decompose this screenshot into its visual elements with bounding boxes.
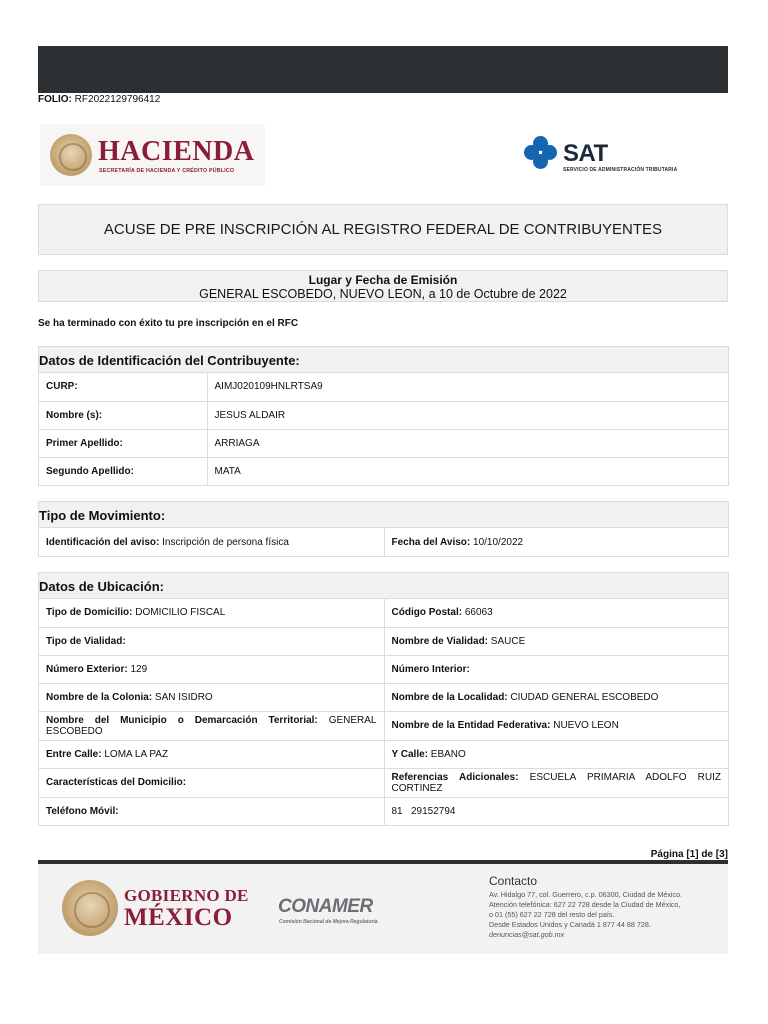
referencias-label: Referencias Adicionales: xyxy=(391,771,519,783)
hacienda-logo-title: HACIENDA xyxy=(98,136,255,167)
primer-apellido-label: Primer Apellido: xyxy=(39,429,207,457)
contact-address: Av. Hidalgo 77, col. Guerrero, c.p. 06300, Ciudad de México. xyxy=(489,890,683,899)
contact-phone-us-canada: Desde Estados Unidos y Canadá 1 877 44 88 728. xyxy=(489,920,651,929)
page-number: Página [1] de [3] xyxy=(650,849,728,860)
gobierno-seal-icon xyxy=(62,880,118,936)
numero-exterior-cell xyxy=(39,655,384,683)
gobierno-title-line2: MÉXICO xyxy=(124,904,233,931)
entidad-label: Nombre de la Entidad Federativa: xyxy=(391,720,551,731)
curp-value: AIMJ020109HNLRTSA9 xyxy=(207,373,728,401)
entidad-value: NUEVO LEON xyxy=(553,720,619,731)
localidad-label: Nombre de la Localidad: xyxy=(391,691,508,703)
sat-logo-subtitle: SERVICIO DE ADMINISTRACIÓN TRIBUTARIA xyxy=(563,167,678,173)
referencias-cell xyxy=(384,768,728,797)
primer-apellido-value: ARRIAGA xyxy=(207,429,728,457)
telefono-value: 81 29152794 xyxy=(391,805,456,817)
table-row xyxy=(39,401,728,429)
codigo-postal-cell xyxy=(384,599,728,627)
table-row xyxy=(39,655,728,683)
sat-logo xyxy=(520,130,695,180)
table-row xyxy=(39,599,728,627)
curp-label: CURP: xyxy=(46,381,78,393)
gobierno-title-line1: GOBIERNO DE xyxy=(124,886,249,905)
emission-value: GENERAL ESCOBEDO, NUEVO LEON, a 10 de Octubre de 2022 xyxy=(199,287,567,301)
table-row xyxy=(39,457,728,485)
contact-title: Contacto xyxy=(489,874,538,888)
conamer-subtitle: Comisión Nacional de Mejora Regulatoria xyxy=(279,919,378,925)
municipio-value: GENERAL ESCOBEDO xyxy=(46,714,377,737)
contact-phone-country: o 01 (55) 627 22 728 del resto del país. xyxy=(489,910,615,919)
referencias-value: ESCUELA PRIMARIA ADOLFO RUIZ CORTINEZ xyxy=(391,771,721,794)
notice-date-value: 10/10/2022 xyxy=(473,536,524,548)
contact-email[interactable]: denuncias@sat.gob.mx xyxy=(489,930,565,939)
colonia-cell xyxy=(39,683,384,711)
tipo-vialidad-label: Tipo de Vialidad: xyxy=(46,635,126,647)
folio-label: FOLIO: xyxy=(38,94,72,105)
numero-exterior-label: Número Exterior: xyxy=(46,663,128,675)
emission-heading: Lugar y Fecha de Emisión xyxy=(308,273,458,287)
contact-phone-cdmx: Atención telefónica: 627 22 728 desde la Ciudad de México, xyxy=(489,900,681,909)
hacienda-logo xyxy=(40,124,265,186)
notice-date-cell xyxy=(384,528,728,556)
identification-heading: Datos de Identificación del Contribuyente: xyxy=(39,347,728,373)
nombre-vialidad-cell xyxy=(384,627,728,655)
folio xyxy=(38,94,160,105)
top-bar xyxy=(38,46,728,93)
notice-cell xyxy=(39,528,384,556)
movement-section xyxy=(38,501,729,557)
numero-interior-cell xyxy=(384,655,728,683)
identification-section xyxy=(38,346,729,486)
location-heading: Datos de Ubicación: xyxy=(39,573,728,599)
entre-calle-value: LOMA LA PAZ xyxy=(104,748,169,760)
nombre-vialidad-value: SAUCE xyxy=(490,635,526,647)
hacienda-logo-subtitle: SECRETARÍA DE HACIENDA Y CRÉDITO PÚBLICO xyxy=(99,168,235,174)
colonia-value: SAN ISIDRO xyxy=(154,691,213,703)
entre-calle-label: Entre Calle: xyxy=(46,748,102,760)
table-row xyxy=(39,627,728,655)
tipo-domicilio-value: DOMICILIO FISCAL xyxy=(135,607,226,619)
location-section xyxy=(38,572,729,826)
conamer-logo: CONAMER xyxy=(278,896,373,917)
table-row xyxy=(39,768,728,797)
y-calle-cell xyxy=(384,740,728,768)
emission-box xyxy=(38,270,728,302)
document-title-text: ACUSE DE PRE INSCRIPCIÓN AL REGISTRO FEDERAL DE CONTRIBUYENTES xyxy=(103,221,663,238)
telefono-label: Teléfono Móvil: xyxy=(46,805,119,817)
document-title xyxy=(38,204,728,255)
identification-table xyxy=(39,373,728,485)
nombre-label: Nombre (s): xyxy=(39,401,207,429)
y-calle-label: Y Calle: xyxy=(391,748,428,760)
table-row xyxy=(39,740,728,768)
municipio-label: Nombre del Municipio o Demarcación Territorial: xyxy=(46,714,318,726)
localidad-value: CIUDAD GENERAL ESCOBEDO xyxy=(510,691,659,703)
telefono-value-cell xyxy=(384,797,728,825)
table-row xyxy=(39,711,728,740)
tipo-domicilio-label: Tipo de Domicilio: xyxy=(46,607,133,619)
entidad-cell xyxy=(384,711,728,740)
sat-dots-icon xyxy=(524,136,558,170)
colonia-label: Nombre de la Colonia: xyxy=(46,691,153,703)
y-calle-value: EBANO xyxy=(430,748,466,760)
localidad-cell xyxy=(384,683,728,711)
municipio-cell xyxy=(39,711,384,740)
success-message: Se ha terminado con éxito tu pre inscripción en el RFC xyxy=(38,318,299,329)
sat-logo-title: SAT xyxy=(563,140,608,167)
location-table xyxy=(39,599,728,825)
nombre-vialidad-label: Nombre de Vialidad: xyxy=(391,635,489,647)
notice-label: Identificación del aviso: xyxy=(46,536,160,548)
numero-exterior-value: 129 xyxy=(130,663,148,675)
segundo-apellido-label: Segundo Apellido: xyxy=(39,457,207,485)
notice-date-label: Fecha del Aviso: xyxy=(391,536,471,548)
footer xyxy=(38,864,728,954)
table-row xyxy=(39,429,728,457)
segundo-apellido-value: MATA xyxy=(207,457,728,485)
numero-interior-label: Número Interior: xyxy=(391,663,470,675)
caracteristicas-cell xyxy=(39,768,384,797)
contact-block xyxy=(489,874,724,940)
caracteristicas-label: Características del Domicilio: xyxy=(46,777,187,788)
table-row xyxy=(39,528,728,556)
movement-heading: Tipo de Movimiento: xyxy=(39,502,728,528)
table-row xyxy=(39,373,728,401)
tipo-vialidad-cell xyxy=(39,627,384,655)
folio-value: RF2022129796412 xyxy=(74,94,161,105)
entre-calle-cell xyxy=(39,740,384,768)
notice-value: Inscripción de persona física xyxy=(162,536,289,548)
nombre-value: JESUS ALDAIR xyxy=(207,401,728,429)
table-row xyxy=(39,683,728,711)
movement-table xyxy=(39,528,728,556)
codigo-postal-label: Código Postal: xyxy=(391,607,463,619)
codigo-postal-value: 66063 xyxy=(464,607,493,619)
telefono-cell xyxy=(39,797,384,825)
tipo-domicilio-cell xyxy=(39,599,384,627)
table-row xyxy=(39,797,728,825)
mexico-seal-icon xyxy=(50,134,92,176)
